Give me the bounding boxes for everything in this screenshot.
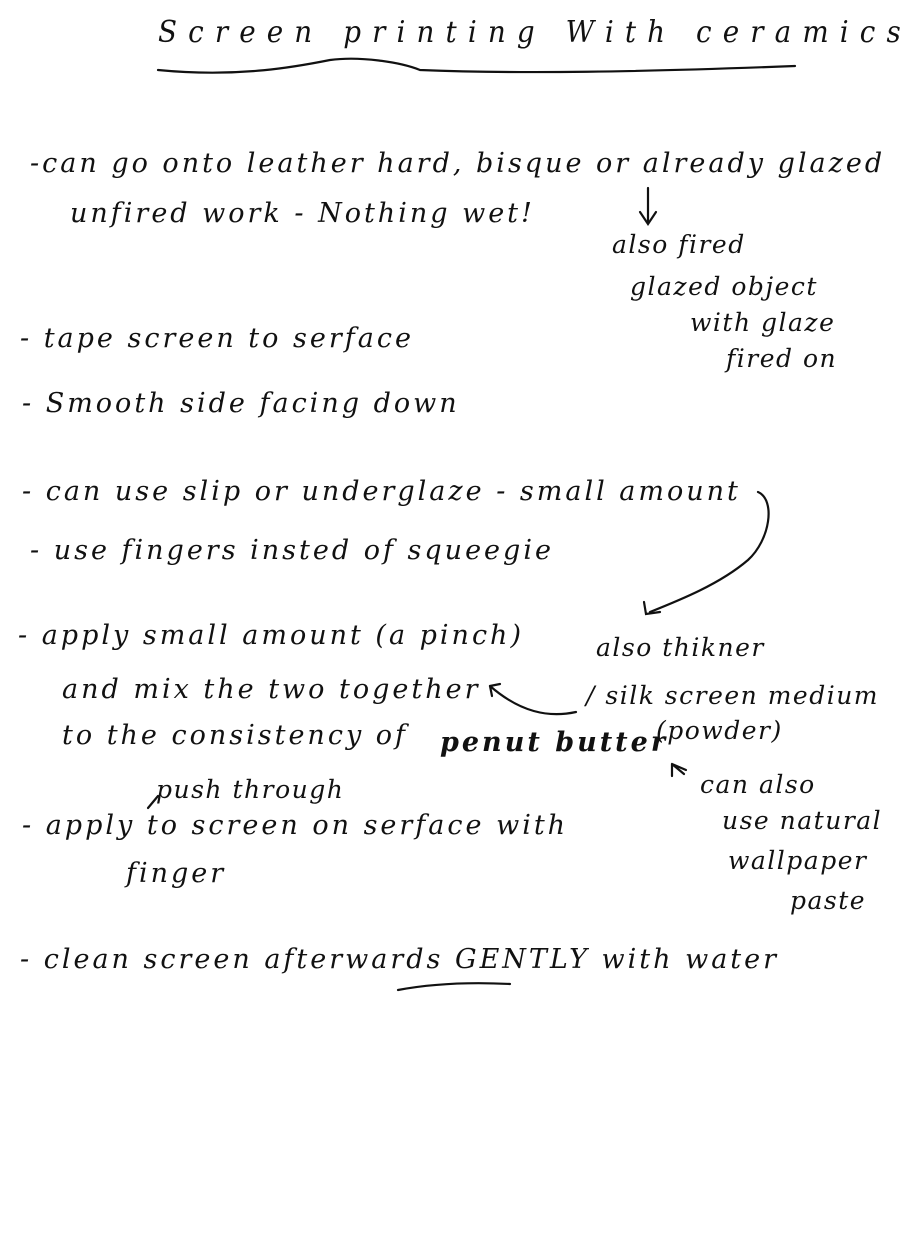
note-6-line-3b: penut butter [440, 727, 669, 758]
note-1-line-1: -can go onto leather hard, bisque or already glazed [30, 148, 886, 179]
arrow-paste-head [672, 764, 686, 776]
page-title: Screen printing With ceramics [158, 15, 912, 50]
note-4-line-1: - can use slip or underglaze - small amount [22, 476, 741, 507]
note-2-line-1: - tape screen to serface [20, 323, 414, 354]
side-note-paste-4: paste [790, 886, 867, 915]
arrow-amount-curve [650, 492, 769, 612]
note-8-text-b: with water [589, 944, 780, 975]
gently-underline [398, 983, 510, 990]
side-note-glazed-2: glazed object [630, 272, 818, 301]
title-underline [158, 59, 795, 73]
arrow-together-curve [490, 686, 576, 714]
note-7-line-2: finger [126, 858, 227, 889]
side-note-thickener-1: also thikner [596, 633, 765, 662]
note-6-line-3a: to the consistency of [62, 720, 409, 751]
note-1-line-2: unfired work - Nothing wet! [70, 198, 535, 229]
note-5-line-1: - use fingers insted of squeegie [30, 535, 554, 566]
note-7-line-1: - apply to screen on serface with [22, 810, 569, 841]
note-6-line-1: - apply small amount (a pinch) [18, 620, 524, 651]
note-8-line-1 [20, 946, 779, 973]
side-note-paste-2: use natural [722, 806, 883, 835]
side-note-thickener-2: / silk screen medium [586, 681, 880, 710]
side-note-glazed-1: also fired [612, 230, 746, 259]
note-6-line-2: and mix the two together [62, 674, 481, 705]
side-note-glazed-4: fired on [726, 344, 838, 373]
side-note-thickener-3: (powder) [656, 716, 783, 745]
note-7-insert: push through [156, 775, 345, 804]
note-3-line-1: - Smooth side facing down [22, 388, 460, 419]
side-note-paste-3: wallpaper [728, 846, 868, 875]
arrow-glazed-head [640, 212, 656, 224]
emphasis-gently: GENTLY [455, 944, 590, 975]
side-note-glazed-3: with glaze [690, 308, 836, 337]
side-note-paste-1: can also [700, 770, 816, 799]
arrow-amount-head [644, 602, 660, 614]
note-8-text-a: - clean screen afterwards [20, 944, 455, 975]
arrow-together-head [490, 684, 500, 696]
